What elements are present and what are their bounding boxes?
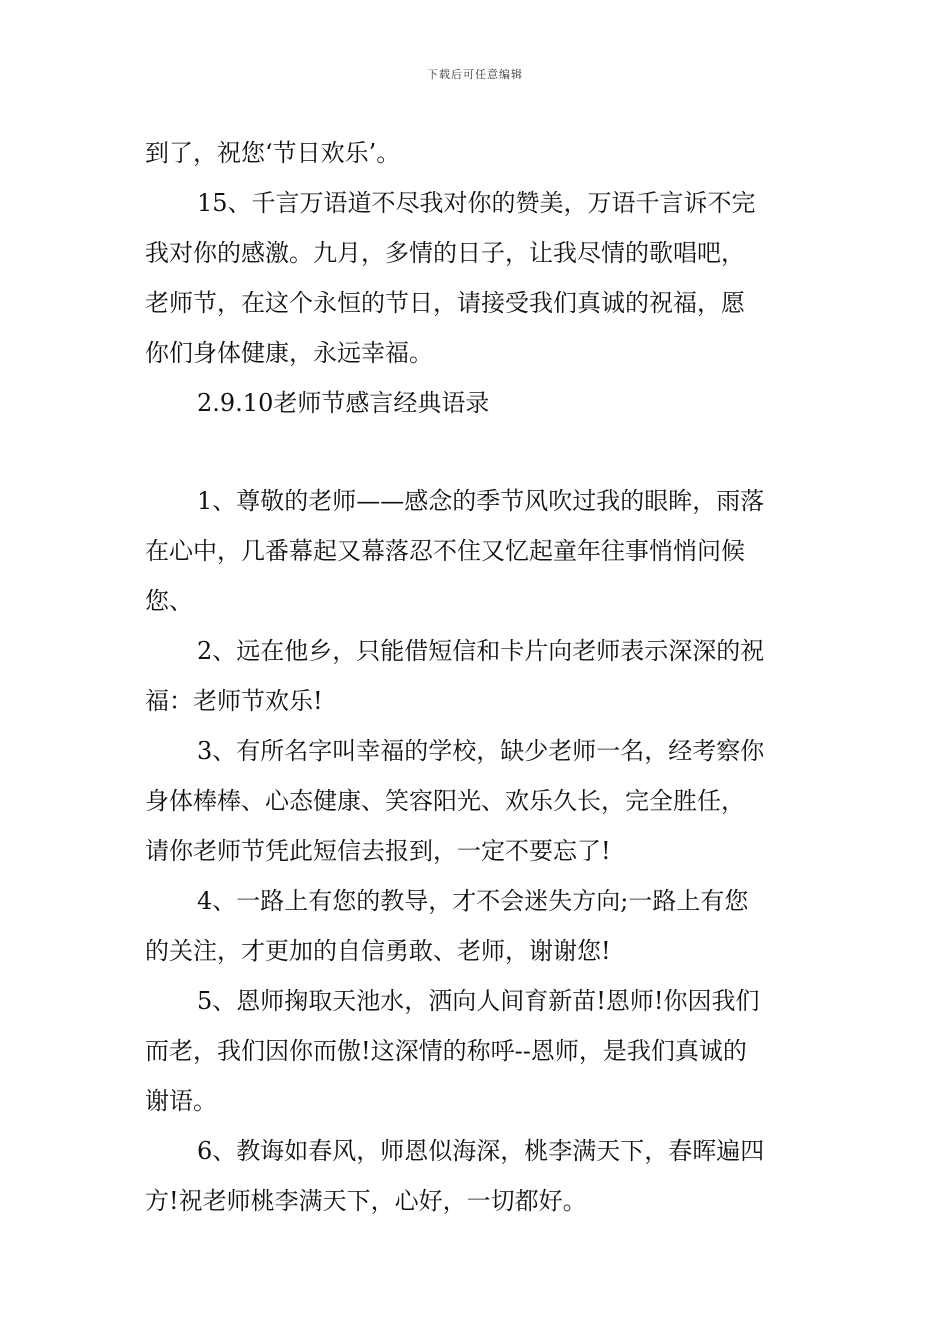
text-line: 到了，祝您‘节日欢乐’。 [145,139,401,167]
document-body [145,128,810,1226]
paragraph-first-line: 1、尊敬的老师——感念的季节风吹过我的眼眸，雨落 [197,487,765,515]
section-heading: 2.9.10老师节感言经典语录 [197,389,490,417]
text-line: 您、 [145,587,193,615]
paragraph-first-line: 6、教诲如春风，师恩似海深，桃李满天下，春晖遍四 [197,1137,765,1165]
text-line: 我对你的感激。九月，多情的日子，让我尽情的歌唱吧， [145,239,745,267]
text-line: 谢语。 [145,1087,217,1115]
text-line: 福：老师节欢乐! [145,687,323,715]
page-header-note: 下载后可任意编辑 [427,68,523,81]
paragraph-first-line: 4、一路上有您的教导，才不会迷失方向;一路上有您 [197,887,749,915]
text-line: 在心中，几番幕起又幕落忍不住又忆起童年往事悄悄问候 [145,537,745,565]
text-line: 请你老师节凭此短信去报到，一定不要忘了! [145,837,611,865]
text-line: 的关注，才更加的自信勇敢、老师，谢谢您! [145,937,611,965]
text-line: 方!祝老师桃李满天下，心好，一切都好。 [145,1187,587,1215]
paragraph-first-line: 15、千言万语道不尽我对你的赞美，万语千言诉不完 [197,189,756,217]
text-line: 老师节，在这个永恒的节日，请接受我们真诚的祝福，愿 [145,289,745,317]
text-line: 而老，我们因你而傲!这深情的称呼--恩师，是我们真诚的 [145,1037,747,1065]
paragraph-first-line: 2、远在他乡，只能借短信和卡片向老师表示深深的祝 [197,637,765,665]
paragraph-first-line: 3、有所名字叫幸福的学校，缺少老师一名，经考察你 [197,737,765,765]
text-line: 你们身体健康，永远幸福。 [145,339,433,367]
blank-spacer [145,428,810,476]
text-line: 身体棒棒、心态健康、笑容阳光、欢乐久长，完全胜任， [145,787,745,815]
paragraph-first-line: 5、恩师掬取天池水，洒向人间育新苗!恩师!你因我们 [197,987,760,1015]
